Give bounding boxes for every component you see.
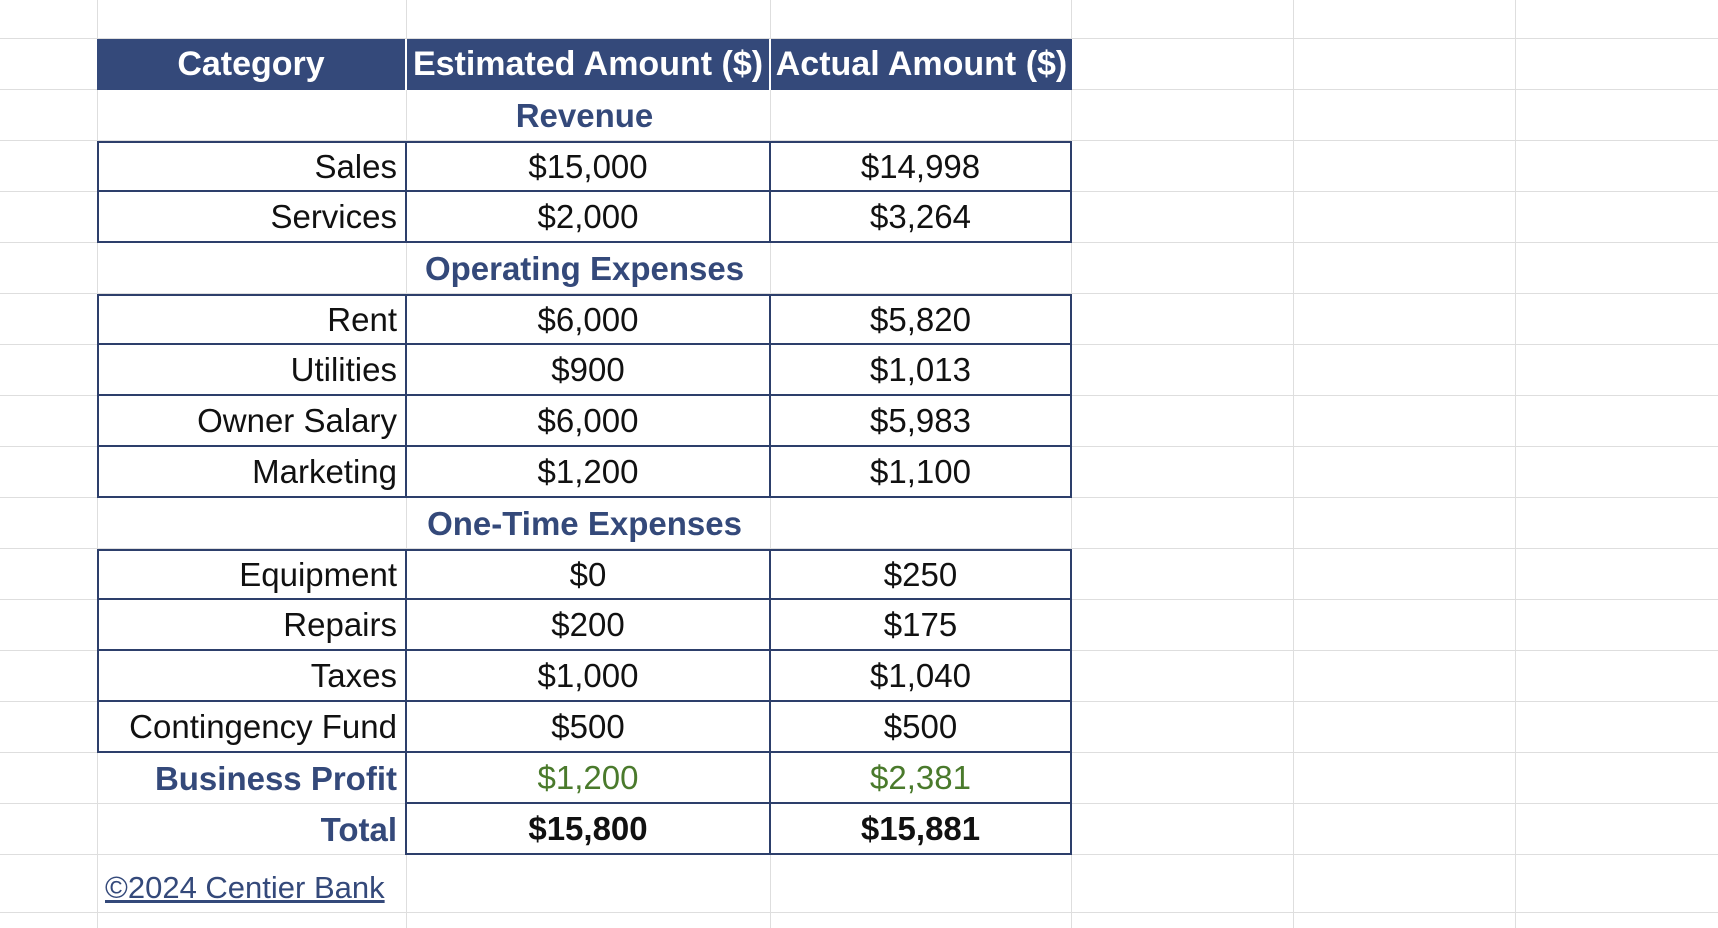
row-label[interactable]: Sales [97, 141, 407, 192]
total-label[interactable]: Total [97, 804, 407, 855]
actual-cell[interactable]: $1,013 [771, 345, 1072, 396]
actual-cell[interactable]: $175 [771, 600, 1072, 651]
estimated-cell[interactable]: $200 [407, 600, 771, 651]
estimated-cell[interactable]: $6,000 [407, 396, 771, 447]
header-category[interactable]: Category [97, 39, 407, 90]
section-title[interactable]: Revenue [515, 96, 654, 134]
copyright-link[interactable]: ©2024 Centier Bank [105, 870, 385, 905]
estimated-cell[interactable]: $15,000 [407, 141, 771, 192]
row-label[interactable]: Marketing [97, 447, 407, 498]
actual-cell[interactable]: $5,983 [771, 396, 1072, 447]
estimated-cell[interactable]: $0 [407, 549, 771, 600]
total-estimated-cell[interactable]: $15,800 [407, 804, 771, 855]
estimated-cell[interactable]: $1,000 [407, 651, 771, 702]
row-label[interactable]: Services [97, 192, 407, 243]
row-label[interactable]: Equipment [97, 549, 407, 600]
gridline [0, 912, 1718, 913]
row-label[interactable]: Repairs [97, 600, 407, 651]
header-actual[interactable]: Actual Amount ($) [771, 39, 1072, 90]
profit-label[interactable]: Business Profit [97, 753, 407, 804]
actual-cell[interactable]: $3,264 [771, 192, 1072, 243]
estimated-cell[interactable]: $900 [407, 345, 771, 396]
row-label[interactable]: Rent [97, 294, 407, 345]
row-label[interactable]: Contingency Fund [97, 702, 407, 753]
estimated-cell[interactable]: $500 [407, 702, 771, 753]
estimated-cell[interactable]: $6,000 [407, 294, 771, 345]
actual-cell[interactable]: $1,100 [771, 447, 1072, 498]
estimated-cell[interactable]: $2,000 [407, 192, 771, 243]
section-title[interactable]: One-Time Expenses [427, 504, 742, 542]
profit-actual-cell[interactable]: $2,381 [771, 753, 1072, 804]
row-label[interactable]: Utilities [97, 345, 407, 396]
profit-estimated-cell[interactable]: $1,200 [407, 753, 771, 804]
estimated-cell[interactable]: $1,200 [407, 447, 771, 498]
actual-cell[interactable]: $5,820 [771, 294, 1072, 345]
actual-cell[interactable]: $500 [771, 702, 1072, 753]
actual-cell[interactable]: $14,998 [771, 141, 1072, 192]
actual-cell[interactable]: $1,040 [771, 651, 1072, 702]
total-actual-cell[interactable]: $15,881 [771, 804, 1072, 855]
row-label[interactable]: Owner Salary [97, 396, 407, 447]
header-estimated[interactable]: Estimated Amount ($) [407, 39, 771, 90]
section-title[interactable]: Operating Expenses [424, 249, 745, 287]
row-label[interactable]: Taxes [97, 651, 407, 702]
actual-cell[interactable]: $250 [771, 549, 1072, 600]
